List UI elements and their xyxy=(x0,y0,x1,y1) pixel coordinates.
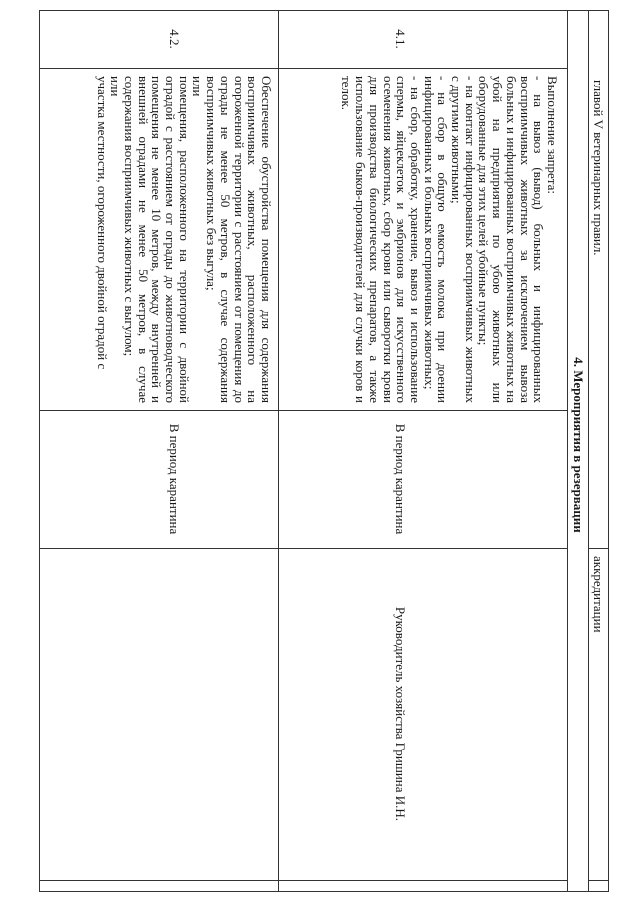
measure-col-border xyxy=(39,410,568,411)
measure-line: Выполнение запрета: xyxy=(545,76,560,195)
row-divider xyxy=(278,10,279,892)
measure-line: участка местности, огороженного двойной оградой с xyxy=(94,76,110,370)
section-bottom-border xyxy=(567,10,568,892)
measures-cell xyxy=(340,76,559,403)
responsible-cell: Руководитель хозяйства Гришина И.Н. xyxy=(393,606,408,822)
measure-line: - на сбор, обработку, хранение, вывоз и использование спермы, яйцеклеток и эмбрионов для искусственного осеменения животных, сбор крови или сыворотки крови для производства биологических препаратов, а также использование быков-производителей для случки коров и телок. xyxy=(339,76,423,403)
period-cell: В период карантина xyxy=(167,423,182,535)
measure-line: Обеспечение обустройства помещения для содержания восприимчивых животных, расположенного на огороженной территории с расстоянием от помещения до ограды не менее 50 метров, в случае содержания восприимчивых животных без выгула; xyxy=(204,76,274,403)
measure-line: помещения, расположенного на территории с двойной оградой с расстоянием от ограды до животноводческого помещения не менее 10 метров, между внутренней и внешней оградами не менее 50 метров, в случае содержания восприимчивых животных с выгулом; xyxy=(121,76,192,403)
strip-bottom-border xyxy=(588,10,589,892)
resp-col-border xyxy=(588,880,609,881)
num-col-border xyxy=(39,68,568,69)
period-col-border-lower xyxy=(39,548,568,549)
measure-line: или xyxy=(190,76,206,97)
resp-col-border-lower xyxy=(39,880,568,881)
period-cell: В период карантина xyxy=(393,423,408,535)
measures-cell xyxy=(95,76,273,403)
measure-line: или xyxy=(108,76,124,97)
row-number: 4.2. xyxy=(167,29,182,49)
measure-line: - на сбор в общую емкость молока при доении инфицированных и больных восприимчивых животных; xyxy=(421,76,451,403)
strip-right-text: аккредитации xyxy=(591,556,606,633)
row-number: 4.1. xyxy=(393,29,408,49)
strip-left-text: главой V ветеринарных правил. xyxy=(591,80,606,256)
measure-line: - на вывоз (вывод) больных и инфицированных восприимчивых животных за исключением вывоза больных и инфицированных восприимчивых животных на убой на предприятия по убою животных или оборудованные для этих целей убойные пункты; xyxy=(476,76,547,403)
period-col-border xyxy=(588,548,609,549)
measure-line: - на контакт инфицированных восприимчивых животных с другими животными; xyxy=(449,76,478,403)
section-title: 4. Мероприятия в резервации xyxy=(571,357,586,533)
